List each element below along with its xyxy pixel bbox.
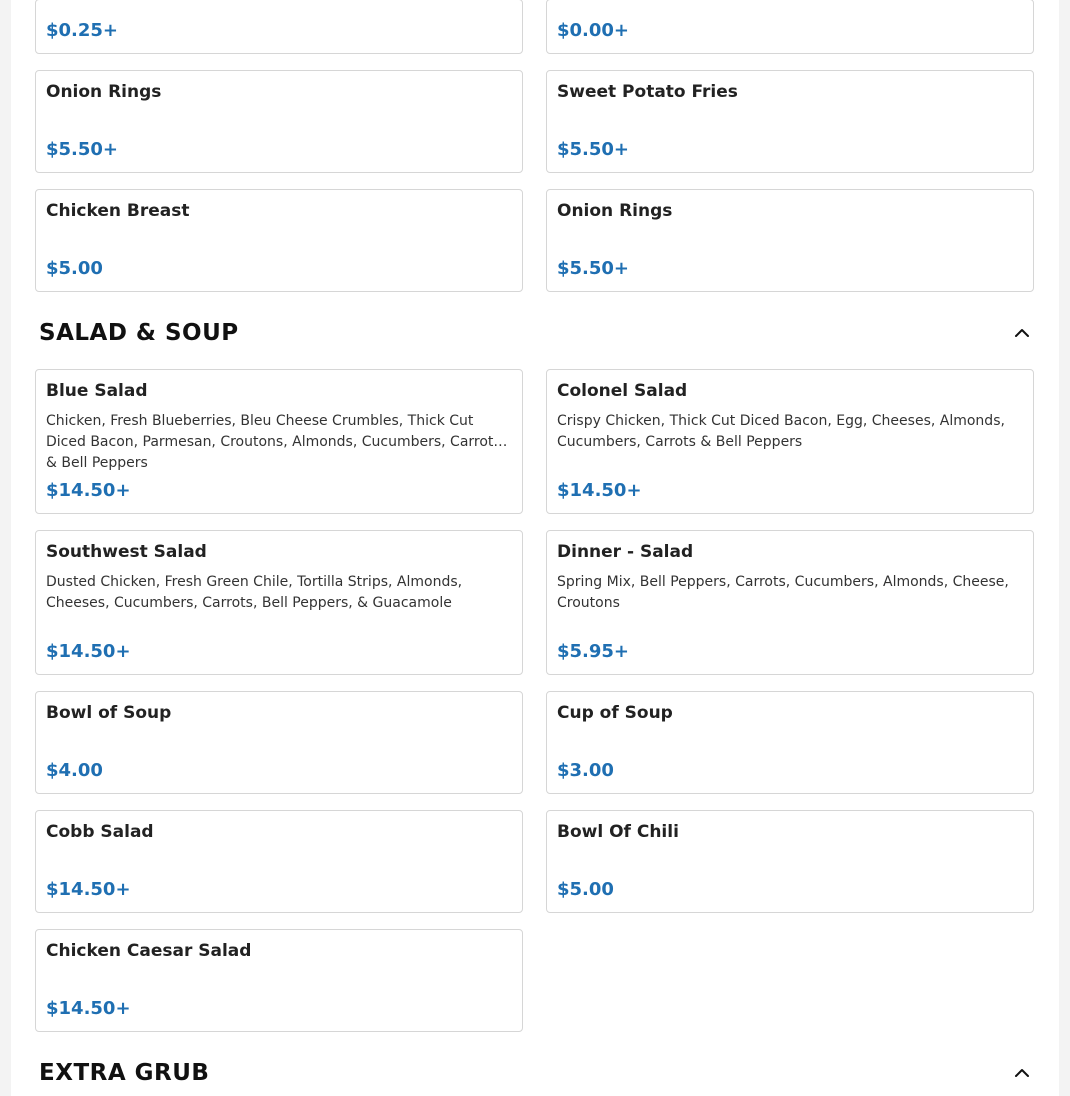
item-name: Blue Salad [46,381,148,401]
item-price: $4.00 [46,760,103,781]
menu-item-card[interactable] [35,530,523,675]
item-name: Sweet Potato Fries [557,82,738,102]
item-price: $5.95+ [557,641,630,662]
item-price: $14.50+ [46,879,131,900]
item-price: $5.00 [46,258,103,279]
item-name: Onion Rings [557,201,673,221]
menu-item-card[interactable] [35,70,523,173]
menu-item-card[interactable] [35,189,523,292]
sides-grid [35,0,1034,292]
menu-item-card[interactable] [546,0,1034,54]
item-price: $14.50+ [557,480,642,501]
item-name: Colonel Salad [557,381,688,401]
item-description: Spring Mix, Bell Peppers, Carrots, Cucumbers, Almonds, Cheese, Croutons [557,574,1009,611]
item-name: Bowl Of Chili [557,822,679,842]
menu-item-card[interactable] [35,369,523,514]
menu-item-card[interactable] [35,0,523,54]
salad-soup-grid [35,369,1034,1032]
item-name: Chicken Caesar Salad [46,941,252,961]
item-price: $0.00+ [557,20,630,41]
menu-item-card[interactable] [546,530,1034,675]
item-price: $5.50+ [46,139,119,160]
item-name: Dinner - Salad [557,542,694,562]
item-price: $0.25+ [46,20,119,41]
menu-page [11,0,1059,1096]
item-price: $3.00 [557,760,614,781]
item-description: Chicken, Fresh Blueberries, Bleu Cheese Crumbles, Thick Cut Diced Bacon, Parmesan, Croutons, Almonds, Cucumbers, Carrots & Bell Peppers [46,413,501,471]
section-title: EXTRA GRUB [39,1060,210,1086]
item-price: $5.50+ [557,258,630,279]
menu-item-card[interactable] [546,369,1034,514]
chevron-up-icon[interactable] [1010,1061,1034,1085]
section-title: SALAD & SOUP [39,320,239,346]
item-name: Cup of Soup [557,703,673,723]
menu-item-card[interactable] [546,70,1034,173]
menu-item-card[interactable] [35,929,523,1032]
section-header-salad-soup[interactable] [39,313,1034,353]
item-name: Cobb Salad [46,822,154,842]
menu-item-card[interactable] [546,810,1034,913]
chevron-up-icon[interactable] [1010,321,1034,345]
menu-item-card[interactable] [35,810,523,913]
item-price: $14.50+ [46,480,131,501]
item-price: $5.00 [557,879,614,900]
item-price: $14.50+ [46,998,131,1019]
item-name: Onion Rings [46,82,162,102]
item-name: Chicken Breast [46,201,190,221]
item-name: Bowl of Soup [46,703,172,723]
item-price: $14.50+ [46,641,131,662]
menu-item-card[interactable] [35,691,523,794]
item-name: Southwest Salad [46,542,207,562]
item-description: Dusted Chicken, Fresh Green Chile, Tortilla Strips, Almonds, Cheeses, Cucumbers, Carrots, Bell Peppers, & Guacamole [46,574,463,611]
section-header-extra-grub[interactable] [39,1053,1034,1093]
item-price: $5.50+ [557,139,630,160]
menu-item-card[interactable] [546,691,1034,794]
menu-item-card[interactable] [546,189,1034,292]
item-description: Crispy Chicken, Thick Cut Diced Bacon, Egg, Cheeses, Almonds, Cucumbers, Carrots & Bell Peppers [557,413,1005,450]
